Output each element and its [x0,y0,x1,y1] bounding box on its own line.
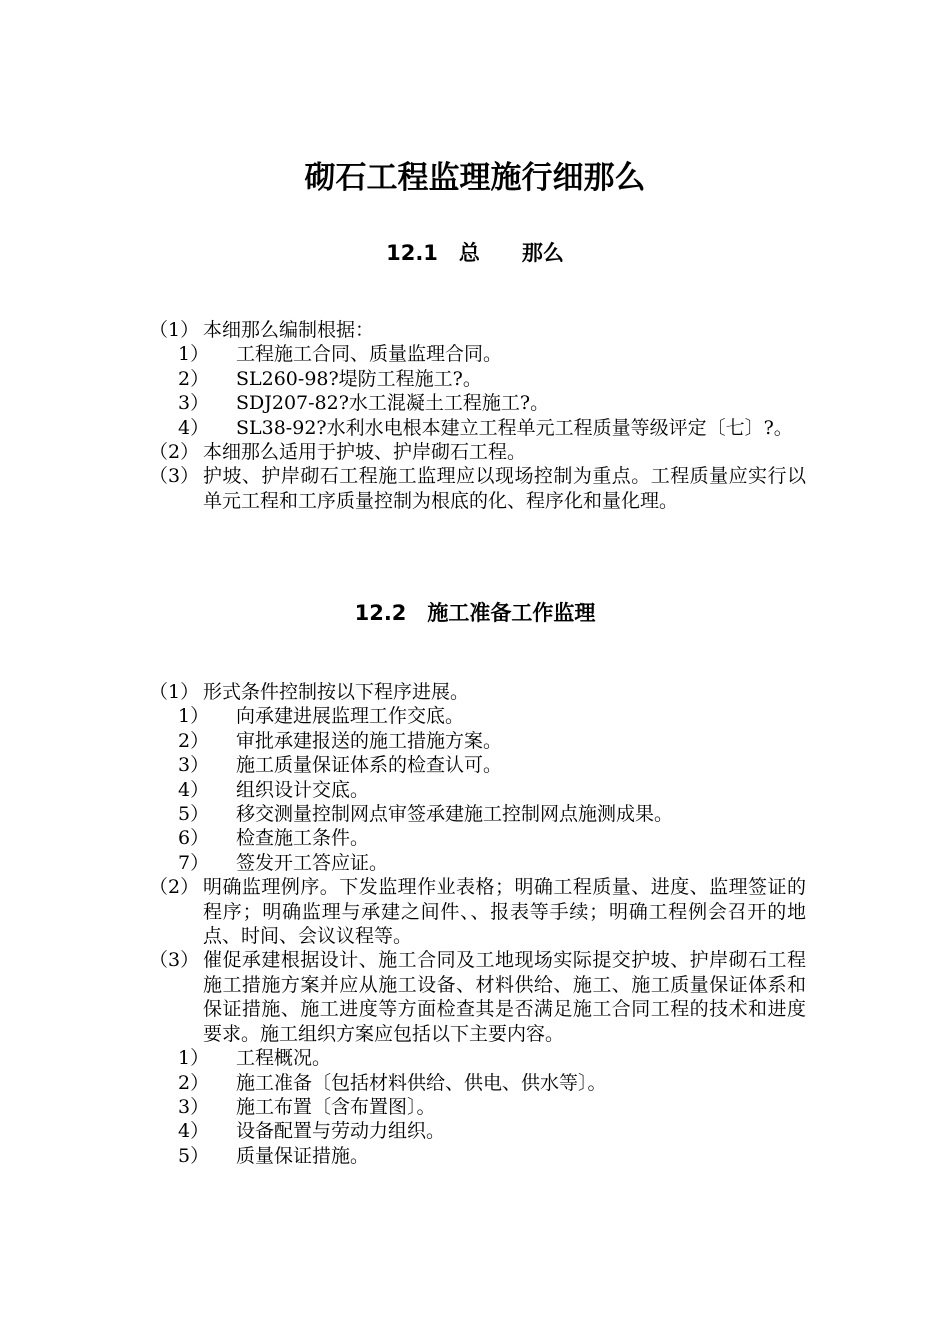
sub-item-text: SL260-98?堤防工程施工?。 [236,367,482,390]
sub-item [0,704,806,728]
paragraph-item [0,948,806,1046]
sub-item-text: 组织设计交底。 [236,778,370,801]
paragraph-item [0,440,806,464]
document-title: 砌石工程监理施行细那么 [304,160,646,196]
sub-item [0,826,806,850]
sub-item-text: 施工准备〔包括材料供给、供电、供水等〕。 [236,1071,607,1094]
paragraph-item [0,464,806,513]
sub-item-text: 工程施工合同、质量监理合同。 [236,343,503,366]
sub-item [0,1046,806,1070]
sub-item-text: SDJ207-82?水工混凝土工程施工?。 [236,392,550,415]
sub-item-text: 质量保证措施。 [236,1144,370,1167]
paragraph-item [0,875,806,948]
sub-item-number: 3） [178,1095,210,1118]
paragraph-item [0,318,806,342]
sub-item [0,778,806,802]
paragraph-text: 催促承建根据设计、施工合同及工地现场实际提交护坡、护岸砌石工程施工措施方案并应从施工设备、材料供给、施工、施工质量保证体系和保证措施、施工进度等方面检查其是否满足施工合同工程的技术和进度要求。施工组织方案应包括以下主要内容。 [203,949,806,1045]
sub-item-number: 4） [178,1120,210,1143]
sub-item [0,729,806,753]
sub-item-text: 施工布置〔含布置图〕。 [236,1095,436,1118]
sub-item-number: 2） [178,729,210,752]
paragraph-number: （1） [149,681,200,703]
paragraph-text: 本细那么编制根据： [203,319,375,341]
paragraph-text: 护坡、护岸砌石工程施工监理应以现场控制为重点。工程质量应实行以单元工程和工序质量控制为根底的化、程序化和量化理。 [203,465,806,512]
sub-item-text: 审批承建报送的施工措施方案。 [236,729,503,752]
paragraph-number: （3） [149,465,200,488]
sub-item [0,1119,806,1143]
sub-item-text: 工程概况。 [236,1047,332,1070]
sub-item [0,342,806,366]
paragraph-text: 形式条件控制按以下程序进展。 [203,681,470,703]
sub-item-number: 2） [178,1071,210,1094]
sub-item-number: 1） [178,705,210,728]
sub-item [0,802,806,826]
sub-item-text: 施工质量保证体系的检查认可。 [236,754,503,777]
sub-item-text: SL38-92?水利水电根本建立工程单元工程质量等级评定〔七〕?。 [236,416,793,439]
sub-item-text: 向承建进展监理工作交底。 [236,705,465,728]
sub-item-text: 签发开工答应证。 [236,851,389,874]
sub-item [0,851,806,875]
sub-item [0,1071,806,1095]
section-heading-12-2: 12.2 施工准备工作监理 [354,601,596,625]
sub-item-number: 3） [178,754,210,777]
sub-item-text: 设备配置与劳动力组织。 [236,1120,446,1143]
sub-item [0,391,806,415]
paragraph-number: （2） [149,876,200,899]
sub-item [0,416,806,440]
paragraph-number: （3） [149,949,200,972]
sub-item-number: 4） [178,778,210,801]
sub-item-number: 2） [178,367,210,390]
section-body-12-2 [0,680,950,1168]
sub-item [0,1095,806,1119]
sub-item-number: 5） [178,1144,210,1167]
section-heading-12-1: 12.1 总 那么 [386,241,564,265]
sub-item-number: 7） [178,851,210,874]
paragraph-text: 明确监理例序。下发监理作业表格；明确工程质量、进度、监理签证的程序；明确监理与承建之间件、、报表等手续；明确工程例会召开的地点、时间、会议议程等。 [203,876,806,948]
sub-item-text: 移交测量控制网点审签承建施工控制网点施测成果。 [236,803,674,826]
paragraph-number: （1） [149,319,200,341]
paragraph-item [0,680,806,704]
sub-item [0,1144,806,1168]
sub-item-text: 检查施工条件。 [236,827,370,850]
sub-item-number: 3） [178,392,210,415]
sub-item-number: 1） [178,343,210,366]
sub-item-number: 5） [178,803,210,826]
sub-item-number: 1） [178,1047,210,1070]
sub-item [0,367,806,391]
sub-item-number: 4） [178,416,210,439]
paragraph-number: （2） [149,441,200,464]
paragraph-text: 本细那么适用于护坡、护岸砌石工程。 [203,441,527,464]
sub-item [0,753,806,777]
section-body-12-1 [0,318,950,513]
sub-item-number: 6） [178,827,210,850]
